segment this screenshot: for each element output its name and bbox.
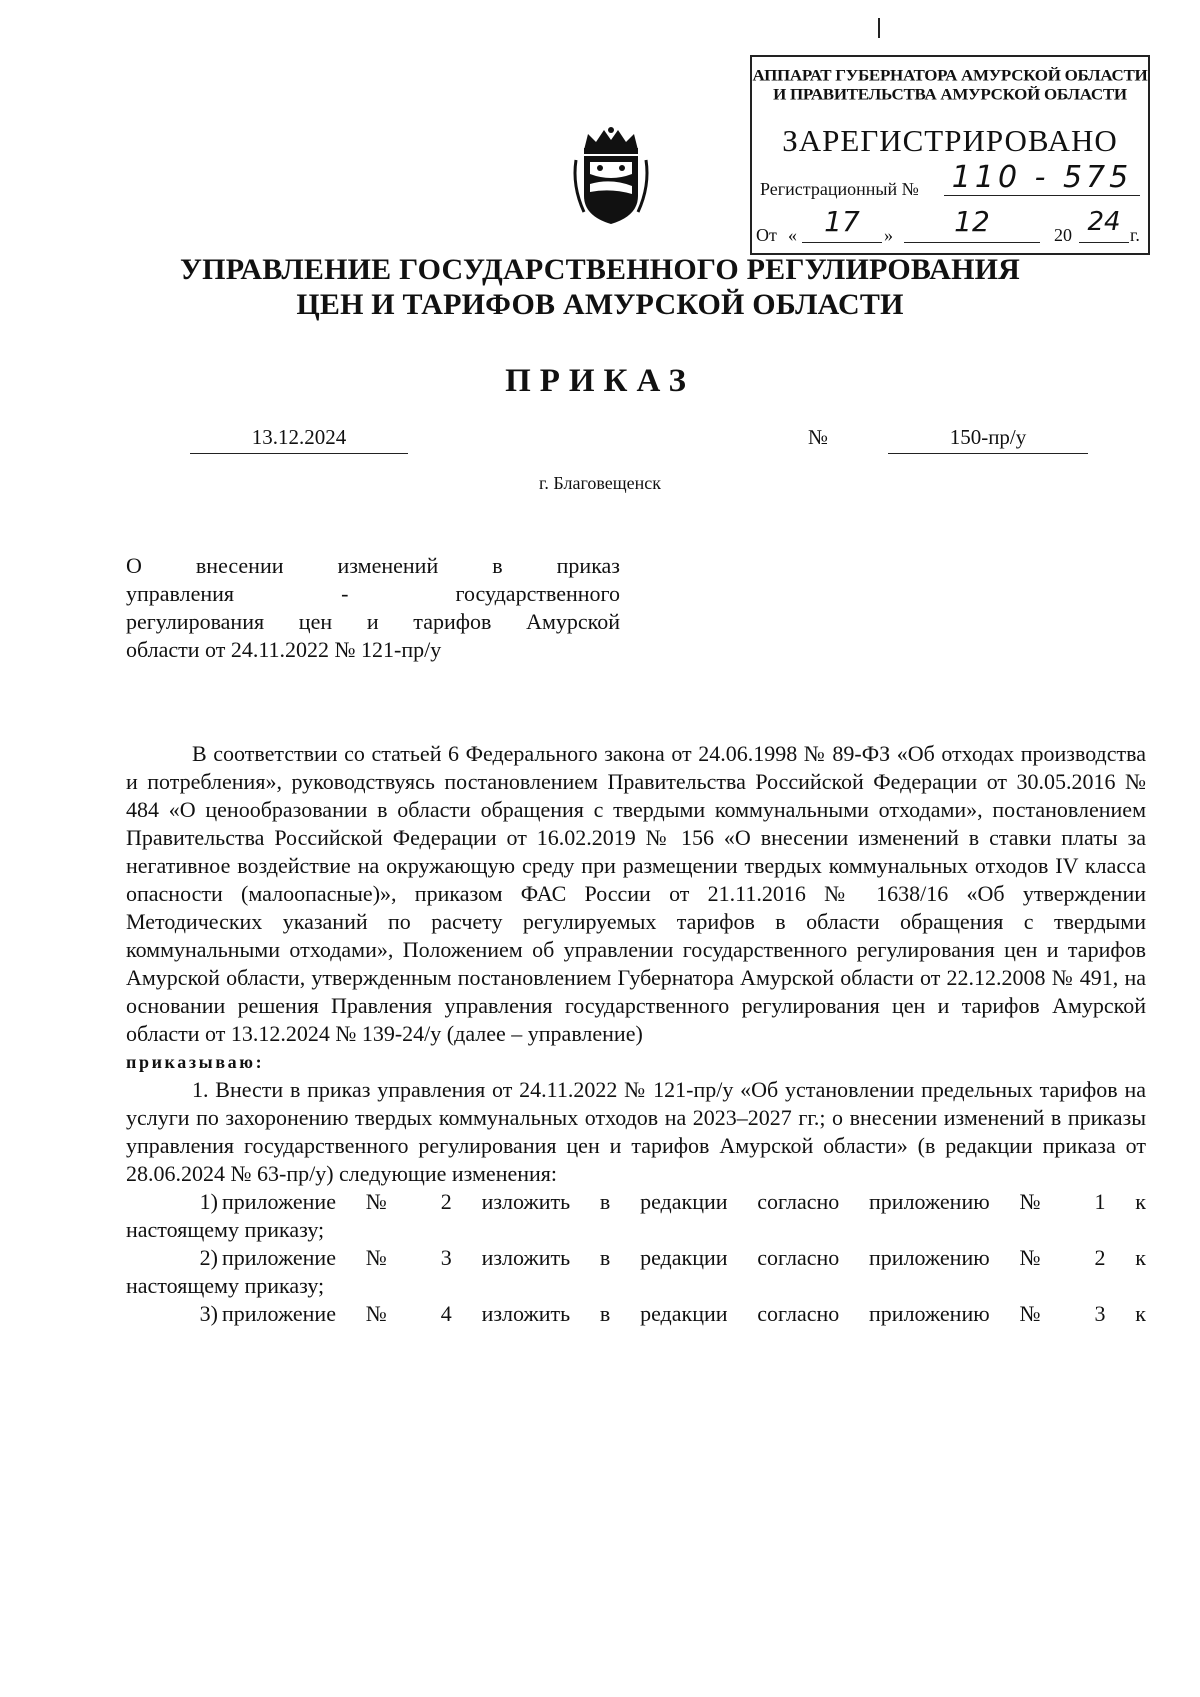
registration-stamp [750,55,1150,255]
coat-of-arms-icon [570,126,652,226]
list-item-number: 3) [199,1301,218,1326]
subject-line: управления - государственного [126,581,620,606]
list-item-text: приложение № 3 изложить в редакции согласно приложению № 2 к [222,1245,1146,1270]
agency-name-line1: УПРАВЛЕНИЕ ГОСУДАРСТВЕННОГО РЕГУЛИРОВАНИЯ [179,253,1021,286]
list-item-number: 1) [199,1189,218,1214]
stamp-month-handwritten: 12 [904,202,1040,243]
stamp-day-handwritten: 17 [802,202,882,243]
order-city: г. Благовещенск [539,473,661,493]
margin-tick-mark [878,18,880,38]
list-item-continuation: настоящему приказу; [126,1217,325,1242]
list-item [126,1300,1146,1328]
order-date: 13.12.2024 [190,423,408,454]
list-item-number: 2) [199,1245,218,1270]
list-item-text: приложение № 4 изложить в редакции согласно приложению № 3 к [222,1301,1146,1326]
list-item-text: приложение № 2 изложить в редакции согласно приложению № 1 к [222,1189,1146,1214]
stamp-year-abbrev: г. [1130,225,1140,245]
stamp-year-prefix: 20 [1054,225,1072,245]
order-subject [126,552,620,664]
stamp-open-quote: « [788,225,797,245]
stamp-office-line1: АППАРАТ ГУБЕРНАТОРА АМУРСКОЙ ОБЛАСТИ [752,66,1148,85]
stamp-reg-label: Регистрационный № [760,179,919,199]
list-item-continuation: настоящему приказу; [126,1273,325,1298]
stamp-reg-number-handwritten: 110 - 575 [944,161,1140,196]
document-type-title: ПРИКАЗ [505,363,695,399]
stamp-office-line2: И ПРАВИТЕЛЬСТВА АМУРСКОЙ ОБЛАСТИ [773,85,1127,104]
subject-line: области от 24.11.2022 № 121-пр/у [126,637,442,662]
subject-line: О внесении изменений в приказ [126,553,620,578]
orders-keyword: приказываю: [126,1052,265,1072]
list-item [126,1188,1146,1216]
order-number-label: № [808,425,829,449]
stamp-office [752,66,1148,104]
subject-line: регулирования цен и тарифов Амурской [126,609,620,634]
stamp-year-handwritten: 24 [1079,202,1129,243]
clause-1-paragraph: 1. Внести в приказ управления от 24.11.2022 № 121-пр/у «Об установлении предельных тарифов на услуги по захоронению твердых коммунальных отходов на 2023–2027 гг.; о внесении изменений в приказы управления государственного регулирования цен и тарифов Амурской области» (в редакции приказа от 28.06.2024 № 63-пр/у) следующие изменения: [126,1077,1146,1186]
stamp-from-label: От [756,225,777,245]
stamp-registered-title: ЗАРЕГИСТРИРОВАНО [782,123,1118,158]
stamp-close-quote: » [884,225,893,245]
order-body [126,740,1146,1328]
order-number: 150-пр/у [888,423,1088,454]
agency-name-line2: ЦЕН И ТАРИФОВ АМУРСКОЙ ОБЛАСТИ [296,288,904,321]
list-item [126,1244,1146,1272]
preamble-paragraph: В соответствии со статьей 6 Федерального закона от 24.06.1998 № 89-ФЗ «Об отходах производства и потребления», руководствуясь постановлением Правительства Российской Федерации от 30.05.2016 № 484 «О ценообразовании в области обращения с твердыми коммунальными отходами», постановлением Правительства Российской Федерации от 16.02.2019 № 156 «О внесении изменений в ставки платы за негативное воздействие на окружающую среду при размещении твердых коммунальных отходов IV класса опасности (малоопасные)», приказом ФАС России от 21.11.2016 № 1638/16 «Об утверждении Методических указаний по расчету регулируемых тарифов в области обращения с твердыми коммунальными отходами», Положением об управлении государственного регулирования цен и тарифов Амурской области, утвержденным постановлением Губернатора Амурской области от 22.12.2008 № 491, на основании решения Правления управления государственного регулирования цен и тарифов Амурской области от 13.12.2024 № 139-24/у (далее – управление) [126,741,1146,1046]
